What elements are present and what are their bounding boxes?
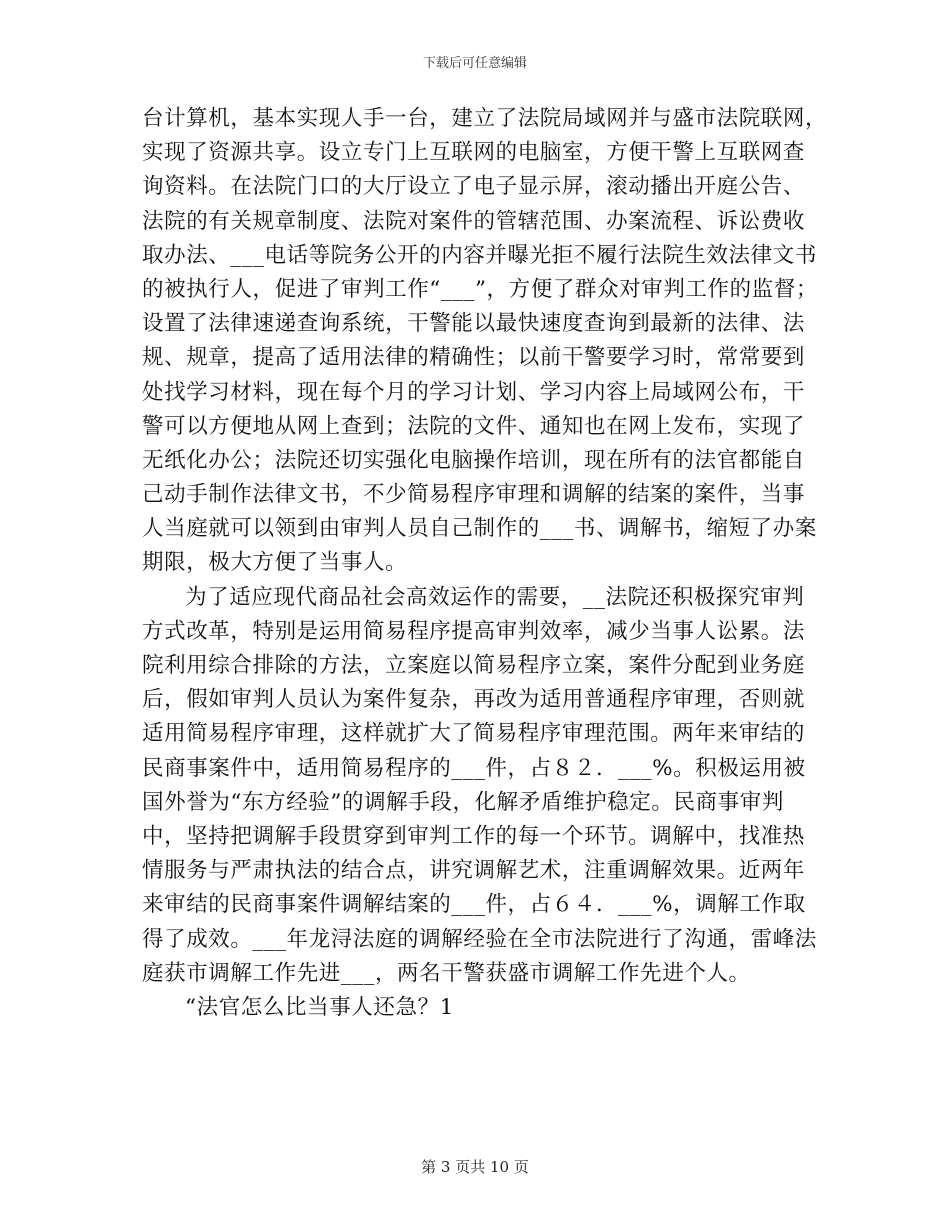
text-line: 实现了资源共享。设立专门上互联网的电脑室，方便干警上互联网查 [142, 140, 806, 166]
text-line: 情服务与严肃执法的结合点，讲究调解艺术，注重调解效果。近两年 [142, 858, 806, 884]
page-footer: 第 3 页共 10 页 [421, 1158, 529, 1176]
text-line: 的被执行人，促进了审判工作“___”，方便了群众对审判工作的监督； [142, 276, 819, 302]
text-line: 中，坚持把调解手段贯穿到审判工作的每一个环节。调解中，找准热 [142, 823, 806, 849]
document-body [142, 102, 828, 1025]
text-line: 民商事案件中，适用简易程序的___件，占８２．___%。积极运用被 [142, 755, 806, 781]
text-line: 设置了法律速递查询系统，干警能以最快速度查询到最新的法律、法 [142, 311, 806, 337]
text-line: 台计算机，基本实现人手一台，建立了法院局域网并与盛市法院联网， [142, 106, 828, 131]
text-line: 适用简易程序审理，这样就扩大了简易程序审理范围。两年来审结的 [142, 721, 806, 747]
text-line: 规、规章，提高了适用法律的精确性；以前干警要学习时，常常要到 [142, 345, 806, 371]
page-header: 下载后可任意编辑 [422, 56, 527, 71]
text-line: 取办法、___电话等院务公开的内容并曝光拒不履行法院生效法律文书 [142, 242, 817, 268]
text-line: 国外誉为“东方经验”的调解手段，化解矛盾维护稳定。民商事审判 [142, 789, 784, 815]
text-line: 后，假如审判人员认为案件复杂，再改为适用普通程序审理，否则就 [142, 687, 806, 713]
text-line: 期限，极大方便了当事人。 [142, 550, 408, 576]
text-line: 询资料。在法院门口的大厅设立了电子显示屏，滚动播出开庭公告、 [142, 174, 806, 200]
text-line: 庭获市调解工作先进___，两名干警获盛市调解工作先进个人。 [142, 960, 751, 986]
paragraph-start-line: “法官怎么比当事人还急？1 [185, 994, 454, 1020]
text-line: 院利用综合排除的方法，立案庭以简易程序立案，案件分配到业务庭 [142, 653, 806, 678]
text-line: 得了成效。___年龙浔法庭的调解经验在全市法院进行了沟通，雷峰法 [142, 926, 817, 952]
text-line: 己动手制作法律文书，不少简易程序审理和调解的结案的案件，当事 [142, 482, 806, 508]
paragraph-start-line: 为了适应现代商品社会高效运作的需要，__法院还积极探究审判 [185, 584, 805, 610]
text-line: 人当庭就可以领到由审判人员自己制作的___书、调解书，缩短了办案 [142, 516, 817, 542]
text-line: 警可以方便地从网上查到；法院的文件、通知也在网上发布，实现了 [142, 413, 806, 439]
text-line: 来审结的民商事案件调解结案的___件，占６４．___%，调解工作取 [142, 892, 806, 918]
text-line: 方式改革，特别是运用简易程序提高审判效率，减少当事人讼累。法 [142, 618, 806, 644]
text-line: 法院的有关规章制度、法院对案件的管辖范围、办案流程、诉讼费收 [142, 208, 806, 234]
text-line: 处找学习材料，现在每个月的学习计划、学习内容上局域网公布，干 [142, 379, 806, 405]
text-line: 无纸化办公；法院还切实强化电脑操作培训，现在所有的法官都能自 [142, 447, 806, 473]
